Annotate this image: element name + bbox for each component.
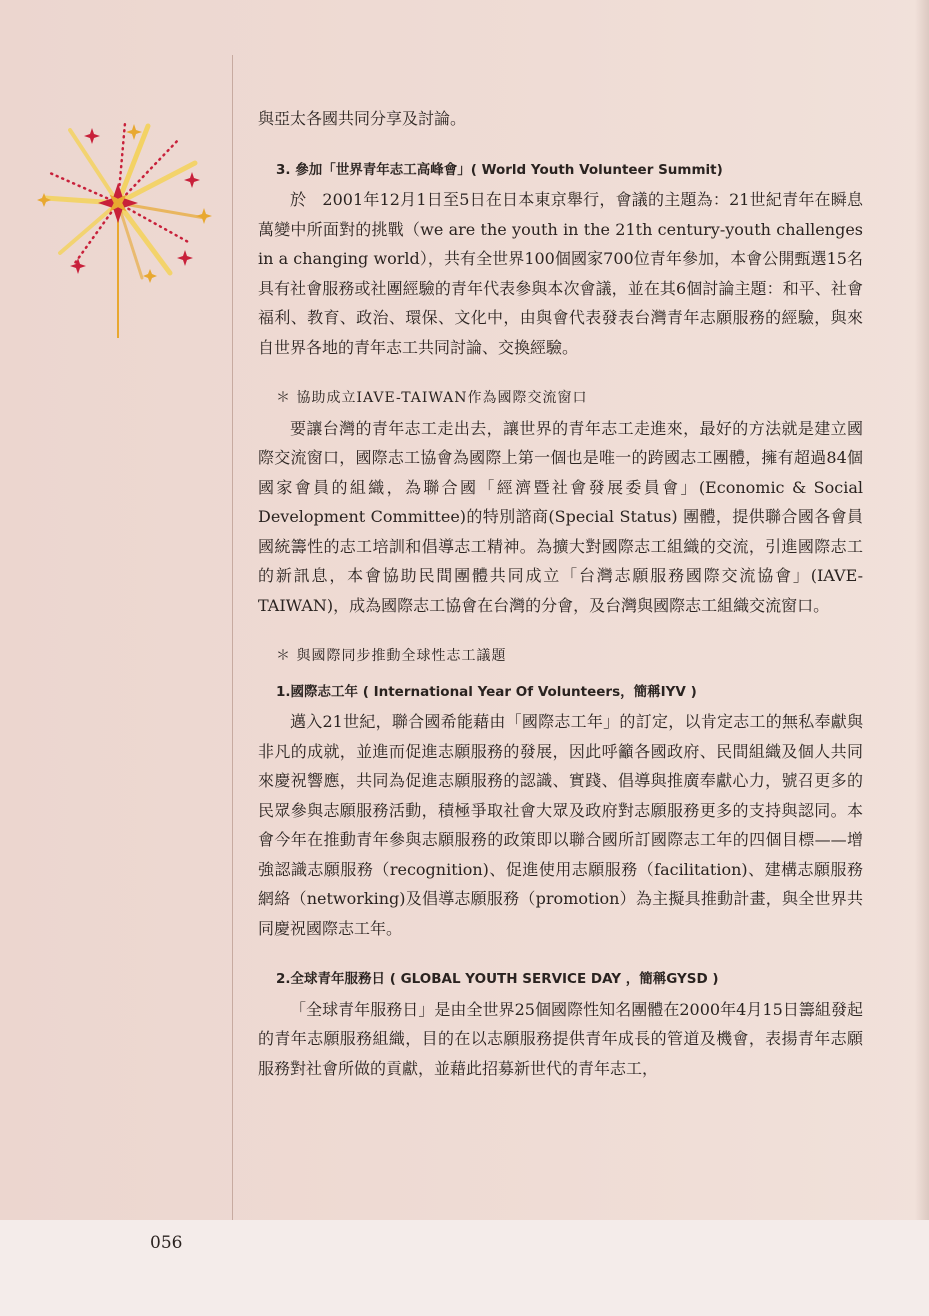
paragraph-summit: 於 2001年12月1日至5日在日本東京舉行，會議的主題為：21世紀青年在瞬息萬變中所面對的挑戰（we are the youth in the 21th century-youth challenges in a changing world），共有全世界100個國家700位青年參加，本會公開甄選15名具有社會服務或社團經驗的青年代表參與本次會議，並在其6個討論主題：和平、社會福利、教育、政治、環保、文化中，由與會代表發表台灣青年志願服務的經驗，與來自世界各地的青年志工共同討論、交換經驗。 xyxy=(258,190,863,357)
heading-global-youth-service-day: 2.全球青年服務日 ( GLOBAL YOUTH SERVICE DAY ，簡稱GYSD ) xyxy=(276,971,719,987)
main-text-column xyxy=(258,104,863,1083)
heading-global-volunteer-issues: ＊ 與國際同步推動全球性志工議題 xyxy=(276,648,507,664)
firework-decoration-icon xyxy=(30,118,220,348)
margin-divider-line xyxy=(232,55,233,1220)
paragraph-iave: 要讓台灣的青年志工走出去，讓世界的青年志工走進來，最好的方法就是建立國際交流窗口，國際志工協會為國際上第一個也是唯一的跨國志工團體，擁有超過84個國家會員的組織，為聯合國「經濟暨社會發展委員會」(Economic & Social Development Committee)的特別諮商(Special Status) 團體，提供聯合國各會員國統籌性的志工培訓和倡導志工精神。為擴大對國際志工組織的交流，引進國際志工的新訊息，本會協助民間團體共同成立「台灣志願服務國際交流協會」(IAVE-TAIWAN)，成為國際志工協會在台灣的分會，及台灣與國際志工組織交流窗口。 xyxy=(258,418,863,615)
paragraph-intro-tail: 與亞太各國共同分享及討論。 xyxy=(258,109,467,128)
heading-iave-taiwan: ＊ 協助成立IAVE-TAIWAN作為國際交流窗口 xyxy=(276,390,588,406)
heading-international-year-of-volunteers: 1.國際志工年 ( International Year Of Volunteers，簡稱IYV ) xyxy=(276,683,697,700)
page-edge-shadow xyxy=(915,0,929,1220)
page-number: 056 xyxy=(150,1233,183,1253)
paragraph-iyv: 邁入21世紀，聯合國希能藉由「國際志工年」的訂定，以肯定志工的無私奉獻與非凡的成就，並進而促進志願服務的發展，因此呼籲各國政府、民間組織及個人共同來慶祝響應，共同為促進志願服務的認識、實踐、倡導與推廣奉獻心力，號召更多的民眾參與志願服務活動，積極爭取社會大眾及政府對志願服務更多的支持與認同。本會今年在推動青年參與志願服務的政策即以聯合國所訂國際志工年的四個目標——增強認識志願服務（recognition)、促進使用志願服務（facilitation)、建構志願服務網絡（networking)及倡導志願服務（promotion）為主擬具推動計畫，與全世界共同慶祝國際志工年。 xyxy=(258,712,863,938)
heading-youth-volunteer-summit: 3. 參加「世界青年志工高峰會」( World Youth Volunteer Summit) xyxy=(276,161,723,178)
paragraph-gysd: 「全球青年服務日」是由全世界25個國際性知名團體在2000年4月15日籌組發起的青年志願服務組織，目的在以志願服務提供青年成長的管道及機會，表揚青年志願服務對社會所做的貢獻，並藉此招募新世代的青年志工， xyxy=(258,999,863,1078)
page-bottom-margin xyxy=(0,1220,929,1316)
